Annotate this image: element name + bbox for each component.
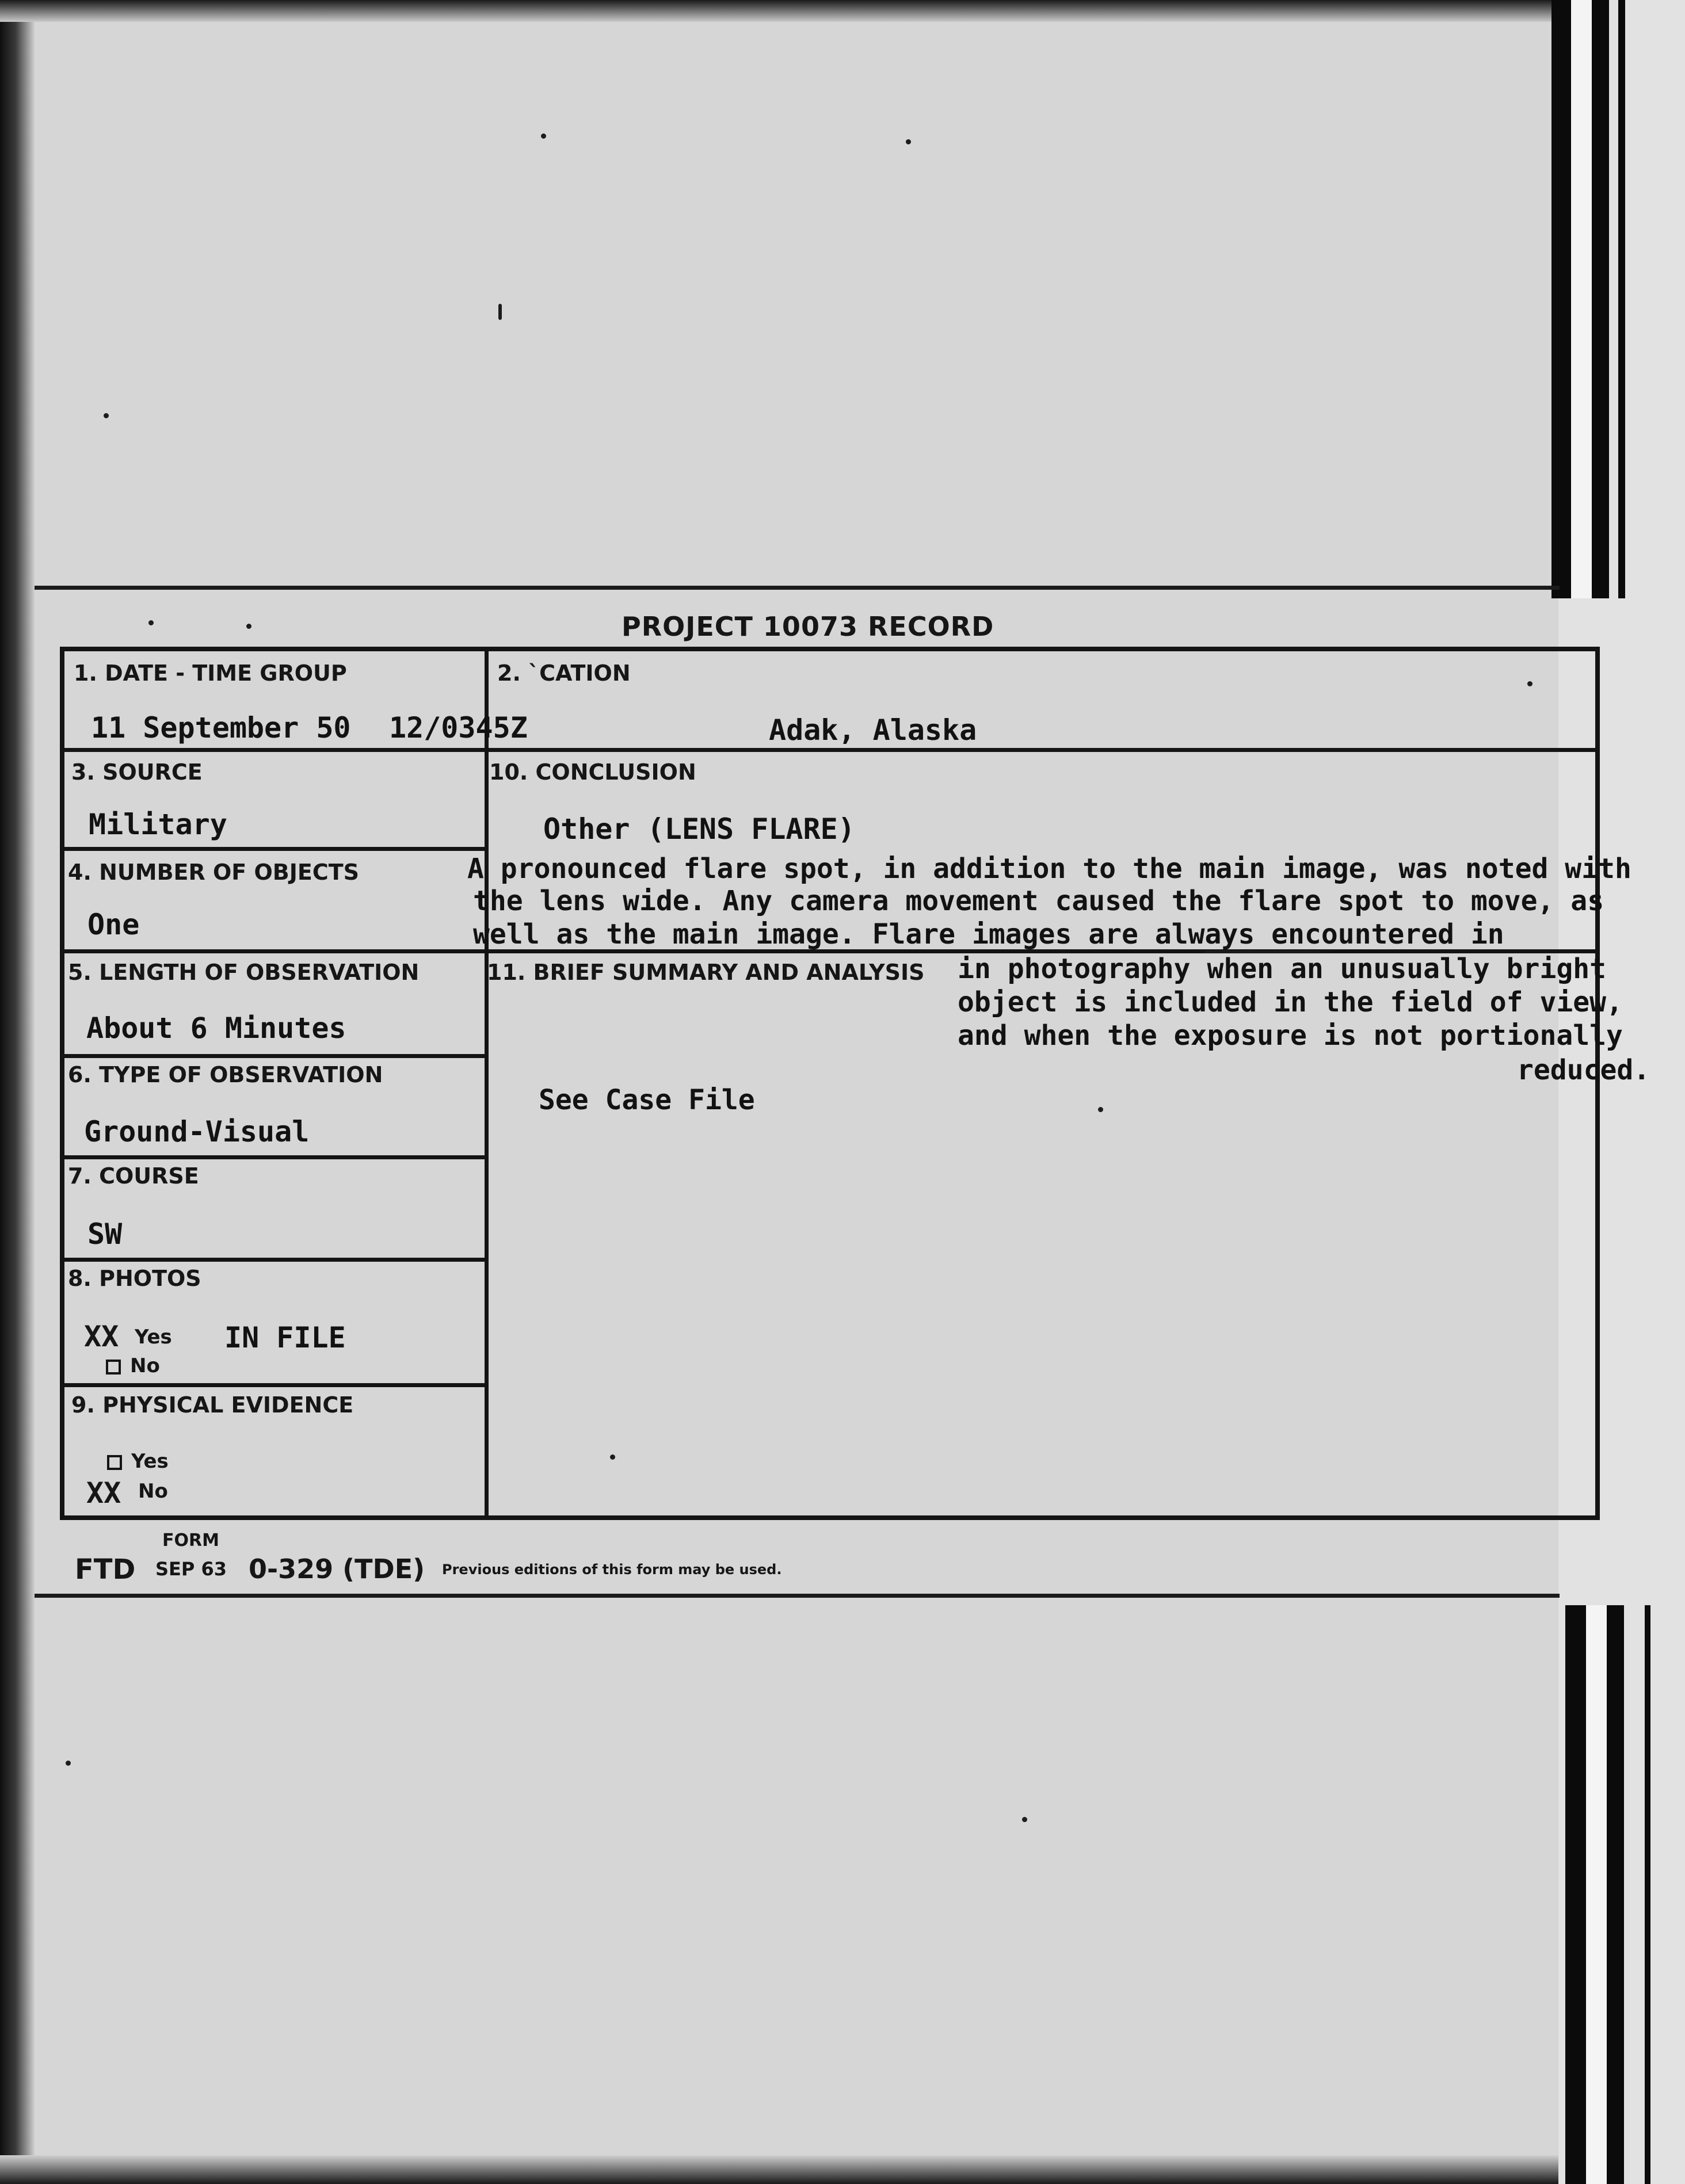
row-divider	[64, 847, 485, 851]
row-divider	[64, 1258, 485, 1262]
row-divider	[64, 748, 1595, 752]
summary-label: 11. BRIEF SUMMARY AND ANALYSIS	[487, 960, 925, 985]
dust-speck	[148, 620, 154, 625]
photos-no-label: No	[130, 1354, 160, 1377]
row-divider	[64, 1054, 485, 1058]
dust-speck	[246, 624, 251, 629]
summary-line: A pronounced flare spot, in addition to the main image, was noted with	[467, 853, 1631, 885]
length-of-observation-value: About 6 Minutes	[86, 1011, 346, 1045]
summary-line: and when the exposure is not portionally	[958, 1020, 1623, 1052]
evidence-yes-label: Yes	[131, 1450, 169, 1473]
dust-speck	[1022, 1817, 1027, 1822]
source-label: 3. SOURCE	[71, 759, 203, 785]
time-value: 12/0345Z	[389, 711, 528, 744]
see-case-file: See Case File	[539, 1084, 755, 1116]
date-time-label: 1. DATE - TIME GROUP	[74, 660, 347, 686]
length-of-observation-label: 5. LENGTH OF OBSERVATION	[68, 960, 420, 985]
conclusion-label: 10. CONCLUSION	[489, 759, 696, 785]
frame-line-top	[35, 586, 1560, 590]
footer-form-number: 0-329 (TDE)	[249, 1553, 425, 1584]
number-of-objects-value: One	[87, 908, 140, 941]
form-title: PROJECT 10073 RECORD	[622, 611, 994, 642]
summary-line: the lens wide. Any camera movement caused the flare spot to move, as	[473, 885, 1604, 917]
conclusion-value: Other (LENS FLARE)	[543, 812, 855, 846]
footer-note: Previous editions of this form may be used.	[442, 1561, 782, 1578]
row-divider	[64, 1383, 485, 1387]
physical-evidence-label: 9. PHYSICAL EVIDENCE	[71, 1392, 354, 1418]
location-value: Adak, Alaska	[769, 713, 977, 747]
course-label: 7. COURSE	[68, 1163, 199, 1189]
summary-line: well as the main image. Flare images are always encountered in	[473, 918, 1504, 950]
evidence-no-mark: XX	[86, 1476, 121, 1510]
scan-edge-top	[0, 0, 1685, 22]
dust-speck	[104, 413, 109, 418]
location-label: 2. `CATION	[497, 660, 631, 686]
dust-speck	[498, 304, 502, 320]
summary-line: reduced.	[1517, 1054, 1650, 1086]
number-of-objects-label: 4. NUMBER OF OBJECTS	[68, 860, 360, 885]
type-of-observation-value: Ground-Visual	[84, 1115, 310, 1148]
photos-yes-label: Yes	[135, 1326, 172, 1349]
evidence-yes-option	[107, 1450, 169, 1473]
evidence-yes-checkbox	[107, 1455, 122, 1470]
photos-no-option	[106, 1354, 160, 1377]
dust-speck	[541, 133, 546, 139]
scan-edge-bottom	[0, 2155, 1685, 2184]
summary-line: in photography when an unusually bright	[958, 953, 1607, 985]
type-of-observation-label: 6. TYPE OF OBSERVATION	[68, 1062, 383, 1087]
row-divider	[64, 1155, 485, 1159]
summary-line: object is included in the field of view,	[958, 986, 1623, 1018]
photos-note: IN FILE	[224, 1321, 346, 1354]
footer-ftd: FTD	[75, 1553, 136, 1586]
dust-speck	[66, 1761, 71, 1766]
evidence-no-label: No	[138, 1480, 168, 1503]
frame-line-bottom	[35, 1594, 1560, 1598]
column-divider	[485, 651, 489, 1515]
photos-yes-mark: XX	[84, 1320, 119, 1353]
footer-date-code: SEP 63	[155, 1558, 227, 1580]
footer-form-word: FORM	[162, 1530, 219, 1551]
dust-speck	[906, 139, 911, 144]
course-value: SW	[87, 1217, 123, 1251]
photos-no-checkbox	[106, 1360, 121, 1374]
source-value: Military	[89, 808, 227, 841]
photos-label: 8. PHOTOS	[68, 1266, 201, 1291]
date-value: 11 September 50	[91, 711, 351, 744]
typed-underline	[1205, 950, 1320, 953]
scan-edge-left	[0, 0, 35, 2184]
